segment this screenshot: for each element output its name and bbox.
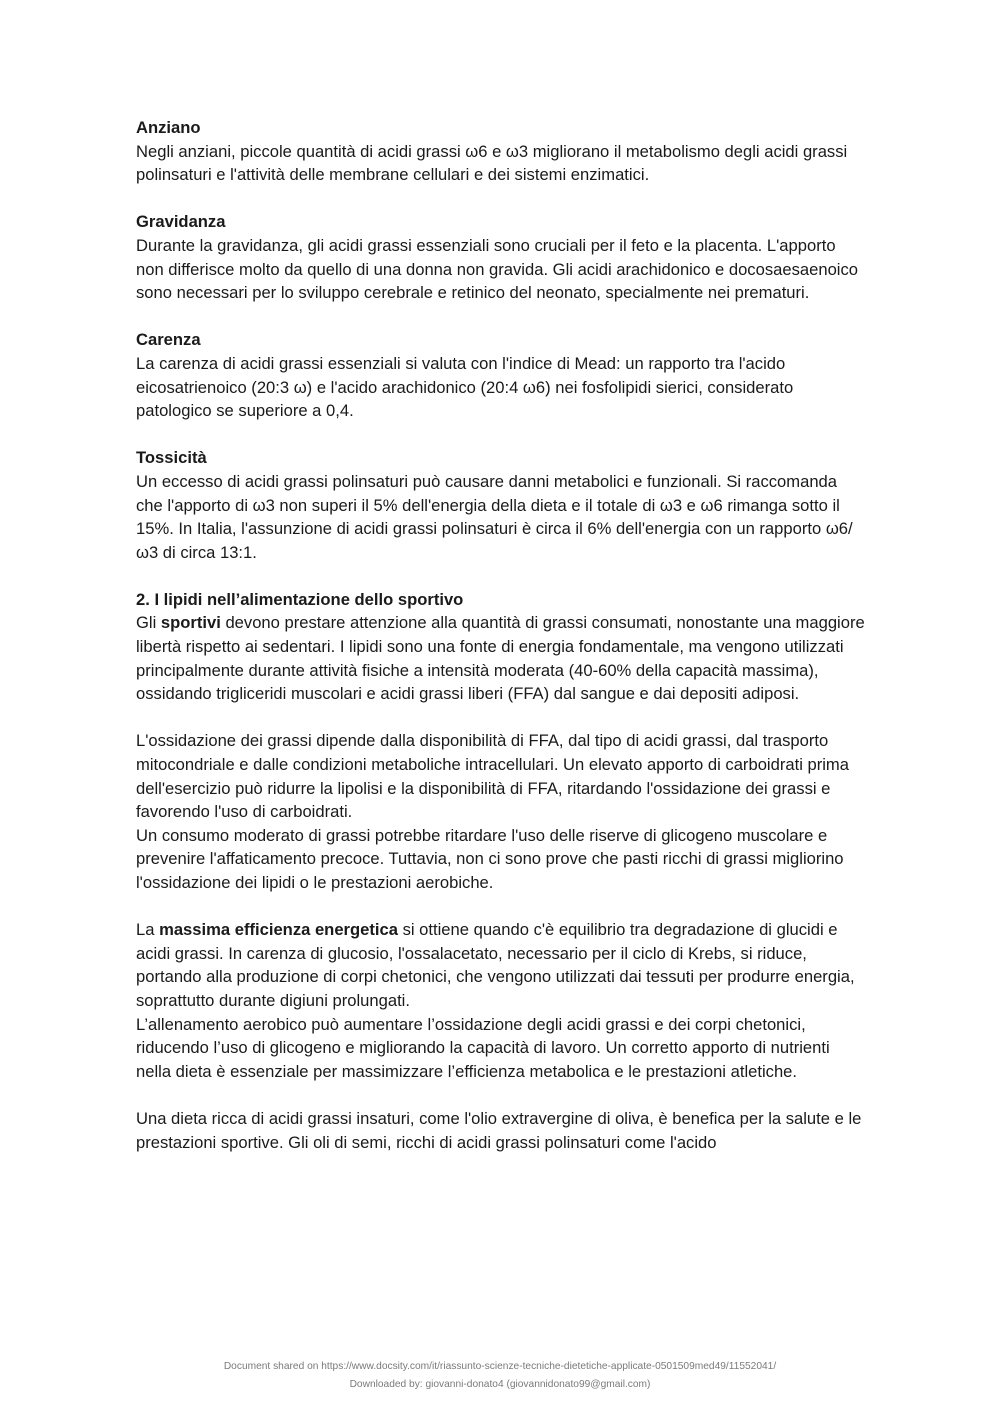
section-anziano xyxy=(136,116,866,187)
section-body: Durante la gravidanza, gli acidi grassi essenziali sono cruciali per il feto e la placenta. L'apporto non differisce molto da quello di una donna non gravida. Gli acidi arachidonico e docosaesaenoico sono necessari per lo sviluppo cerebrale e retinico del neonato, specialmente nei prematuri. xyxy=(136,235,859,303)
text-run: si ottiene quando c'è equilibrio tra degradazione di glucidi e acidi grassi. In carenza di glucosio, l'ossalacetato, necessario per il ciclo di Krebs, si riduce, portando alla produzione di corpi chetonici, che vengono utilizzati dai tessuti per produrre energia, soprattutto durante digiuni prolungati. xyxy=(136,920,855,1010)
footer-share-notice: Document shared on https://www.docsity.com/it/riassunto-scienze-tecniche-dietetiche-applicate-0501509med49/11552041/ xyxy=(223,1361,777,1372)
section-body: Un eccesso di acidi grassi polinsaturi può causare danni metabolici e funzionali. Si raccomanda che l'apporto di ω3 non superi il 5% dell'energia della dieta e il totale di ω3 e ω6 rimanga sotto il 15%. In Italia, l'assunzione di acidi grassi polinsaturi è circa il 6% dell'energia con un rapporto ω6/ω3 di circa 13:1. xyxy=(136,471,853,562)
section-heading: Carenza xyxy=(136,330,201,350)
paragraph: Un consumo moderato di grassi potrebbe ritardare l'uso delle riserve di glicogeno muscolare e prevenire l'affaticamento precoce. Tuttavia, non ci sono prove che pasti ricchi di grassi migliorino l'ossidazione dei lipidi o le prestazioni aerobiche. xyxy=(136,825,844,892)
text-run: La xyxy=(136,920,160,940)
document-page xyxy=(136,116,866,1178)
paragraph xyxy=(136,918,866,1012)
section-ossidazione xyxy=(136,729,866,894)
paragraph: L’allenamento aerobico può aumentare l’ossidazione degli acidi grassi e dei corpi chetonici, riducendo l’uso di glicogeno e migliorando la capacità di lavoro. Un corretto apporto di nutrienti nella dieta è essenziale per massimizzare l’efficienza metabolica e le prestazioni atletiche. xyxy=(136,1014,830,1081)
section-body: Negli anziani, piccole quantità di acidi grassi ω6 e ω3 migliorano il metabolismo degli acidi grassi polinsaturi e l'attività delle membrane cellulari e dei sistemi enzimatici. xyxy=(136,141,848,185)
section-gravidanza xyxy=(136,210,866,304)
section-tossicita xyxy=(136,446,866,564)
section-sportivo xyxy=(136,588,866,706)
bold-term: sportivi xyxy=(160,613,221,633)
section-carenza xyxy=(136,328,866,422)
section-body xyxy=(136,611,866,705)
section-heading: Gravidanza xyxy=(136,212,226,232)
section-heading: Tossicità xyxy=(136,448,207,468)
footer-download-notice: Downloaded by: giovanni-donato4 (giovannidonato99@gmail.com) xyxy=(349,1379,651,1390)
text-run: Gli xyxy=(136,613,161,633)
section-heading: 2. I lipidi nell’alimentazione dello sportivo xyxy=(136,589,464,609)
paragraph: Una dieta ricca di acidi grassi insaturi, come l'olio extravergine di oliva, è benefica per la salute e le prestazioni sportive. Gli oli di semi, ricchi di acidi grassi polinsaturi come l'acido xyxy=(136,1108,862,1152)
bold-term: massima efficienza energetica xyxy=(159,920,398,940)
section-heading: Anziano xyxy=(136,118,201,137)
section-dieta xyxy=(136,1107,866,1154)
paragraph: L'ossidazione dei grassi dipende dalla disponibilità di FFA, dal tipo di acidi grassi, dal trasporto mitocondriale e dalle condizioni metaboliche intracellulari. Un elevato apporto di carboidrati prima dell'esercizio può ridurre la lipolisi e la disponibilità di FFA, ritardando l'ossidazione dei grassi e favorendo l'uso di carboidrati. xyxy=(136,731,849,822)
text-run: devono prestare attenzione alla quantità di grassi consumati, nonostante una maggiore libertà rispetto ai sedentari. I lipidi sono una fonte di energia fondamentale, ma vengono utilizzati principalmente durante attività fisiche a intensità moderata (40-60% della capacità massima), ossidando trigliceridi muscolari e acidi grassi liberi (FFA) dal sangue e dai depositi adiposi. xyxy=(136,613,865,704)
section-body: La carenza di acidi grassi essenziali si valuta con l'indice di Mead: un rapporto tra l'acido eicosatrienoico (20:3 ω) e l'acido arachidonico (20:4 ω6) nei fosfolipidi sierici, considerato patologico se superiore a 0,4. xyxy=(136,353,794,421)
section-efficienza xyxy=(136,918,866,1083)
